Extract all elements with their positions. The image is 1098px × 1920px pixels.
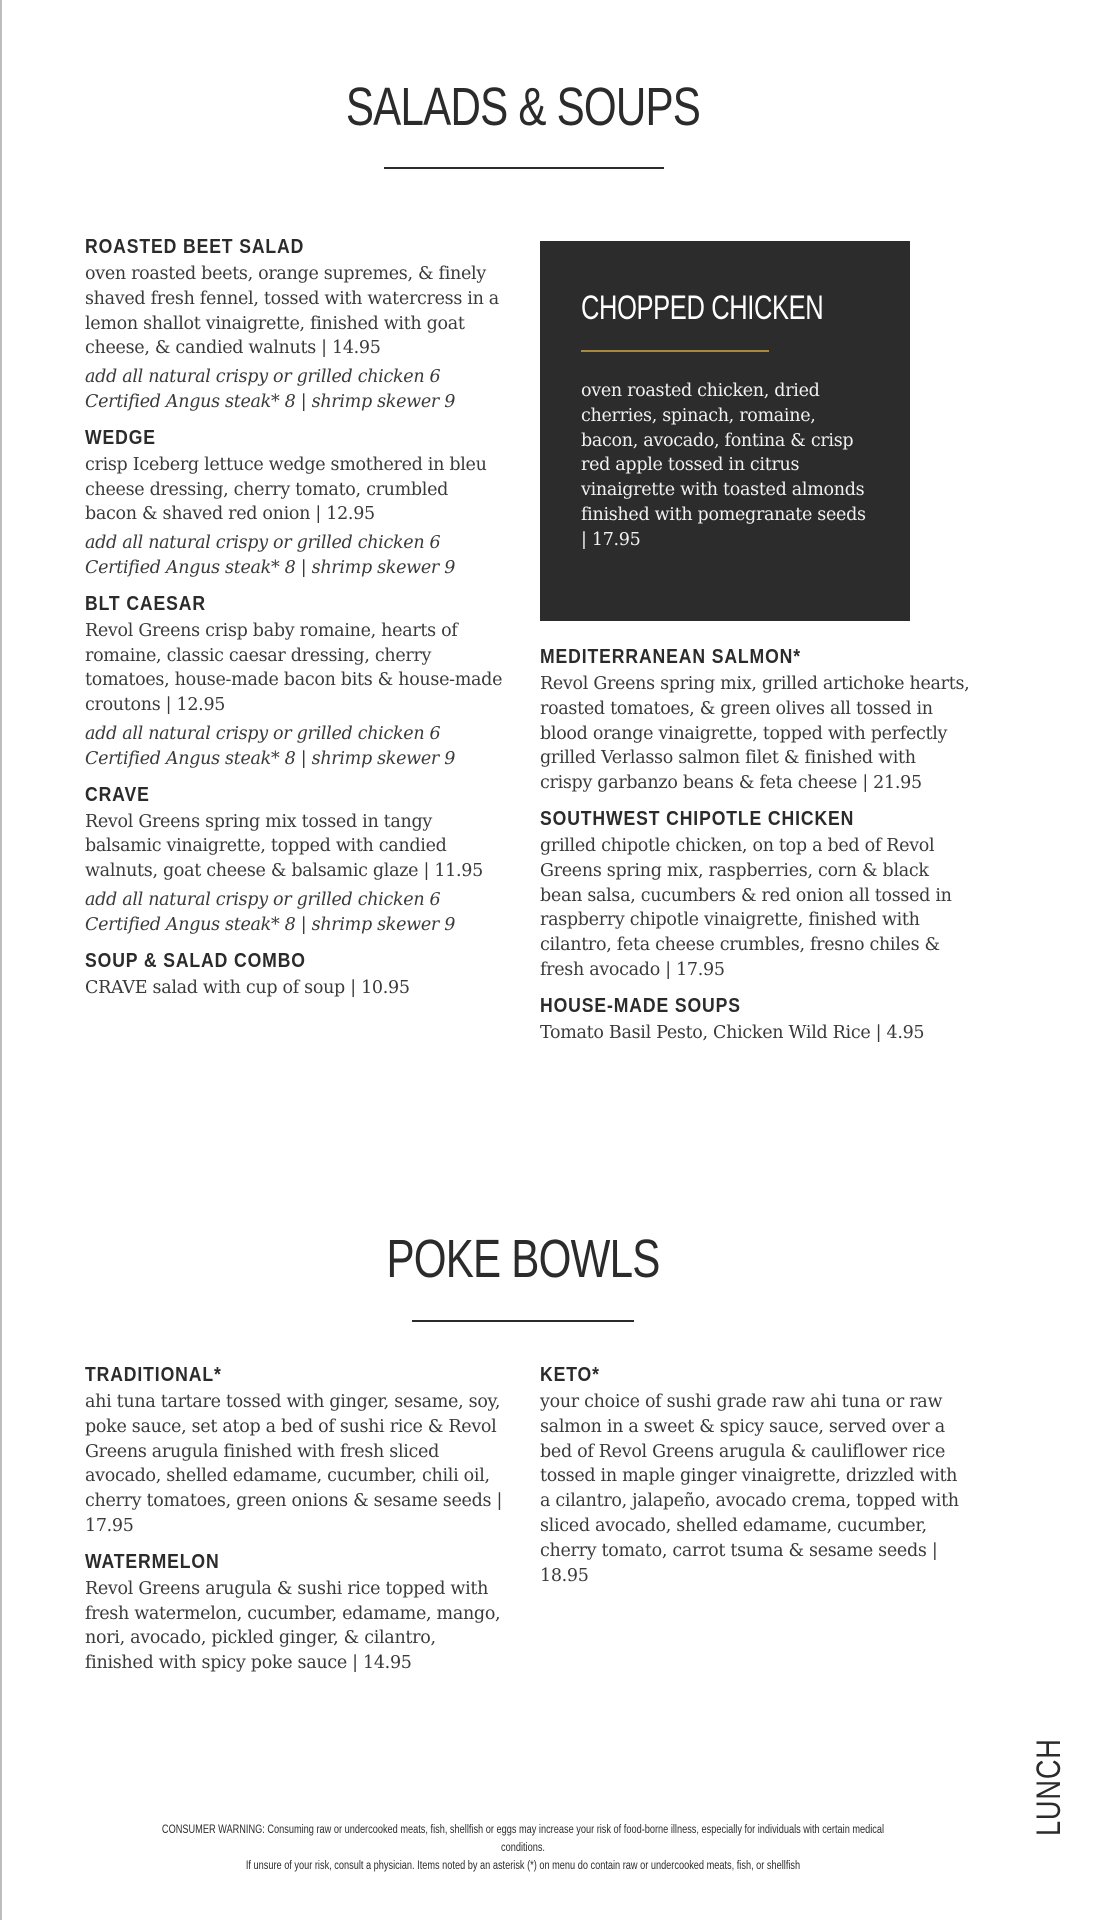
menu-item-soup-salad-combo	[85, 950, 505, 1001]
poke-left-column	[85, 1364, 505, 1688]
item-addon: add all natural crispy or grilled chicken 6	[85, 367, 441, 388]
item-description: grilled chipotle chicken, on top a bed of Revol Greens spring mix, raspberries, corn & black bean salsa, cucumbers & red onion all tossed in raspberry chipotle vinaigrette, finished with cilantro, feta cheese crumbles, fresno chiles & fresh avocado | 17.95	[540, 835, 952, 980]
salads-right-column	[540, 646, 970, 1058]
item-description: Revol Greens spring mix tossed in tangy balsamic vinaigrette, topped with candied walnuts, goat cheese & balsamic glaze | 11.95	[85, 811, 483, 882]
item-addon: Certified Angus steak* 8 | shrimp skewer 9	[85, 748, 456, 769]
item-name: WATERMELON	[85, 1550, 220, 1573]
poke-bowls-heading-rule	[412, 1320, 634, 1322]
lunch-side-label: LUNCH	[1030, 1738, 1068, 1836]
menu-item-mediterranean-salmon	[540, 646, 970, 796]
page-edge-line	[0, 0, 2, 1920]
item-addon: add all natural crispy or grilled chicken 6	[85, 723, 441, 744]
item-description: Revol Greens crisp baby romaine, hearts of romaine, classic caesar dressing, cherry tomatoes, house-made bacon bits & house-made croutons | 12.95	[85, 620, 503, 716]
item-name: CRAVE	[85, 783, 150, 806]
item-addon: Certified Angus steak* 8 | shrimp skewer 9	[85, 914, 456, 935]
item-description: Tomato Basil Pesto, Chicken Wild Rice | 4.95	[540, 1022, 925, 1043]
item-description: your choice of sushi grade raw ahi tuna or raw salmon in a sweet & spicy sauce, served over a bed of Revol Greens arugula & cauliflower rice tossed in maple ginger vinaigrette, drizzled with a cilantro, jalapeño, avocado crema, topped with sliced avocado, shelled edamame, cucumber, cherry tomato, carrot tsuma & sesame seeds | 18.95	[540, 1392, 959, 1586]
menu-item-southwest-chipotle-chicken	[540, 808, 970, 983]
item-name: SOUTHWEST CHIPOTLE CHICKEN	[540, 807, 855, 830]
item-description: Revol Greens arugula & sushi rice topped with fresh watermelon, cucumber, edamame, mango, nori, avocado, pickled ginger, & cilantro, finished with spicy poke sauce | 14.95	[85, 1578, 501, 1674]
menu-item-traditional	[85, 1364, 505, 1539]
item-description: Revol Greens spring mix, grilled artichoke hearts, roasted tomatoes, & green olives all tossed in blood orange vinaigrette, topped with perfectly grilled Verlasso salmon filet & finished with crispy garbanzo beans & feta cheese | 21.95	[540, 674, 970, 794]
item-name: MEDITERRANEAN SALMON*	[540, 646, 801, 668]
menu-item-watermelon	[85, 1551, 505, 1676]
item-addon: add all natural crispy or grilled chicken 6	[85, 533, 441, 554]
poke-bowls-heading: POKE BOWLS	[386, 1229, 660, 1289]
menu-item-wedge	[85, 427, 505, 581]
item-description: CRAVE salad with cup of soup | 10.95	[85, 977, 410, 998]
salads-soups-heading-rule	[384, 167, 664, 169]
item-name: WEDGE	[85, 426, 156, 449]
item-name: HOUSE-MADE SOUPS	[540, 994, 741, 1017]
menu-item-roasted-beet-salad	[85, 236, 505, 415]
consumer-warning-line-1: CONSUMER WARNING: Consuming raw or undercooked meats, fish, shellfish or eggs may increase your risk of food-borne illness, especially for individuals with certain medical conditions.	[161, 1824, 885, 1854]
featured-item-description: oven roasted chicken, dried cherries, spinach, romaine, bacon, avocado, fontina & crisp red apple tossed in citrus vinaigrette with toasted almonds finished with pomegranate seeds | 17.95	[581, 381, 866, 550]
item-name: BLT CAESAR	[85, 592, 206, 615]
featured-item-name: CHOPPED CHICKEN	[581, 289, 824, 327]
item-name: ROASTED BEET SALAD	[85, 236, 305, 258]
featured-item-box	[540, 241, 910, 621]
item-addon: Certified Angus steak* 8 | shrimp skewer 9	[85, 557, 456, 578]
menu-item-house-made-soups	[540, 995, 970, 1046]
item-name: TRADITIONAL*	[85, 1364, 222, 1386]
item-description: crisp Iceberg lettuce wedge smothered in bleu cheese dressing, cherry tomato, crumbled bacon & shaved red onion | 12.95	[85, 454, 487, 525]
consumer-warning	[153, 1821, 894, 1875]
poke-right-column	[540, 1364, 970, 1600]
salads-left-column	[85, 236, 505, 1012]
item-addon: add all natural crispy or grilled chicken 6	[85, 889, 441, 910]
consumer-warning-line-2: If unsure of your risk, consult a physician. Items noted by an asterisk (*) on menu do contain raw or undercooked meats, fish, or shellfish	[245, 1860, 801, 1872]
featured-item-rule	[581, 350, 769, 352]
item-description: ahi tuna tartare tossed with ginger, sesame, soy, poke sauce, set atop a bed of sushi rice & Revol Greens arugula finished with fresh sliced avocado, shelled edamame, cucumber, chili oil, cherry tomatoes, green onions & sesame seeds | 17.95	[85, 1392, 503, 1536]
item-name: SOUP & SALAD COMBO	[85, 949, 306, 972]
item-description: oven roasted beets, orange supremes, & finely shaved fresh fennel, tossed with watercress in a lemon shallot vinaigrette, finished with goat cheese, & candied walnuts | 14.95	[85, 264, 499, 359]
item-addon: Certified Angus steak* 8 | shrimp skewer 9	[85, 391, 456, 412]
menu-item-keto	[540, 1364, 970, 1588]
salads-soups-heading: SALADS & SOUPS	[345, 77, 701, 137]
item-name: KETO*	[540, 1364, 600, 1386]
menu-item-blt-caesar	[85, 593, 505, 772]
menu-item-crave	[85, 784, 505, 938]
